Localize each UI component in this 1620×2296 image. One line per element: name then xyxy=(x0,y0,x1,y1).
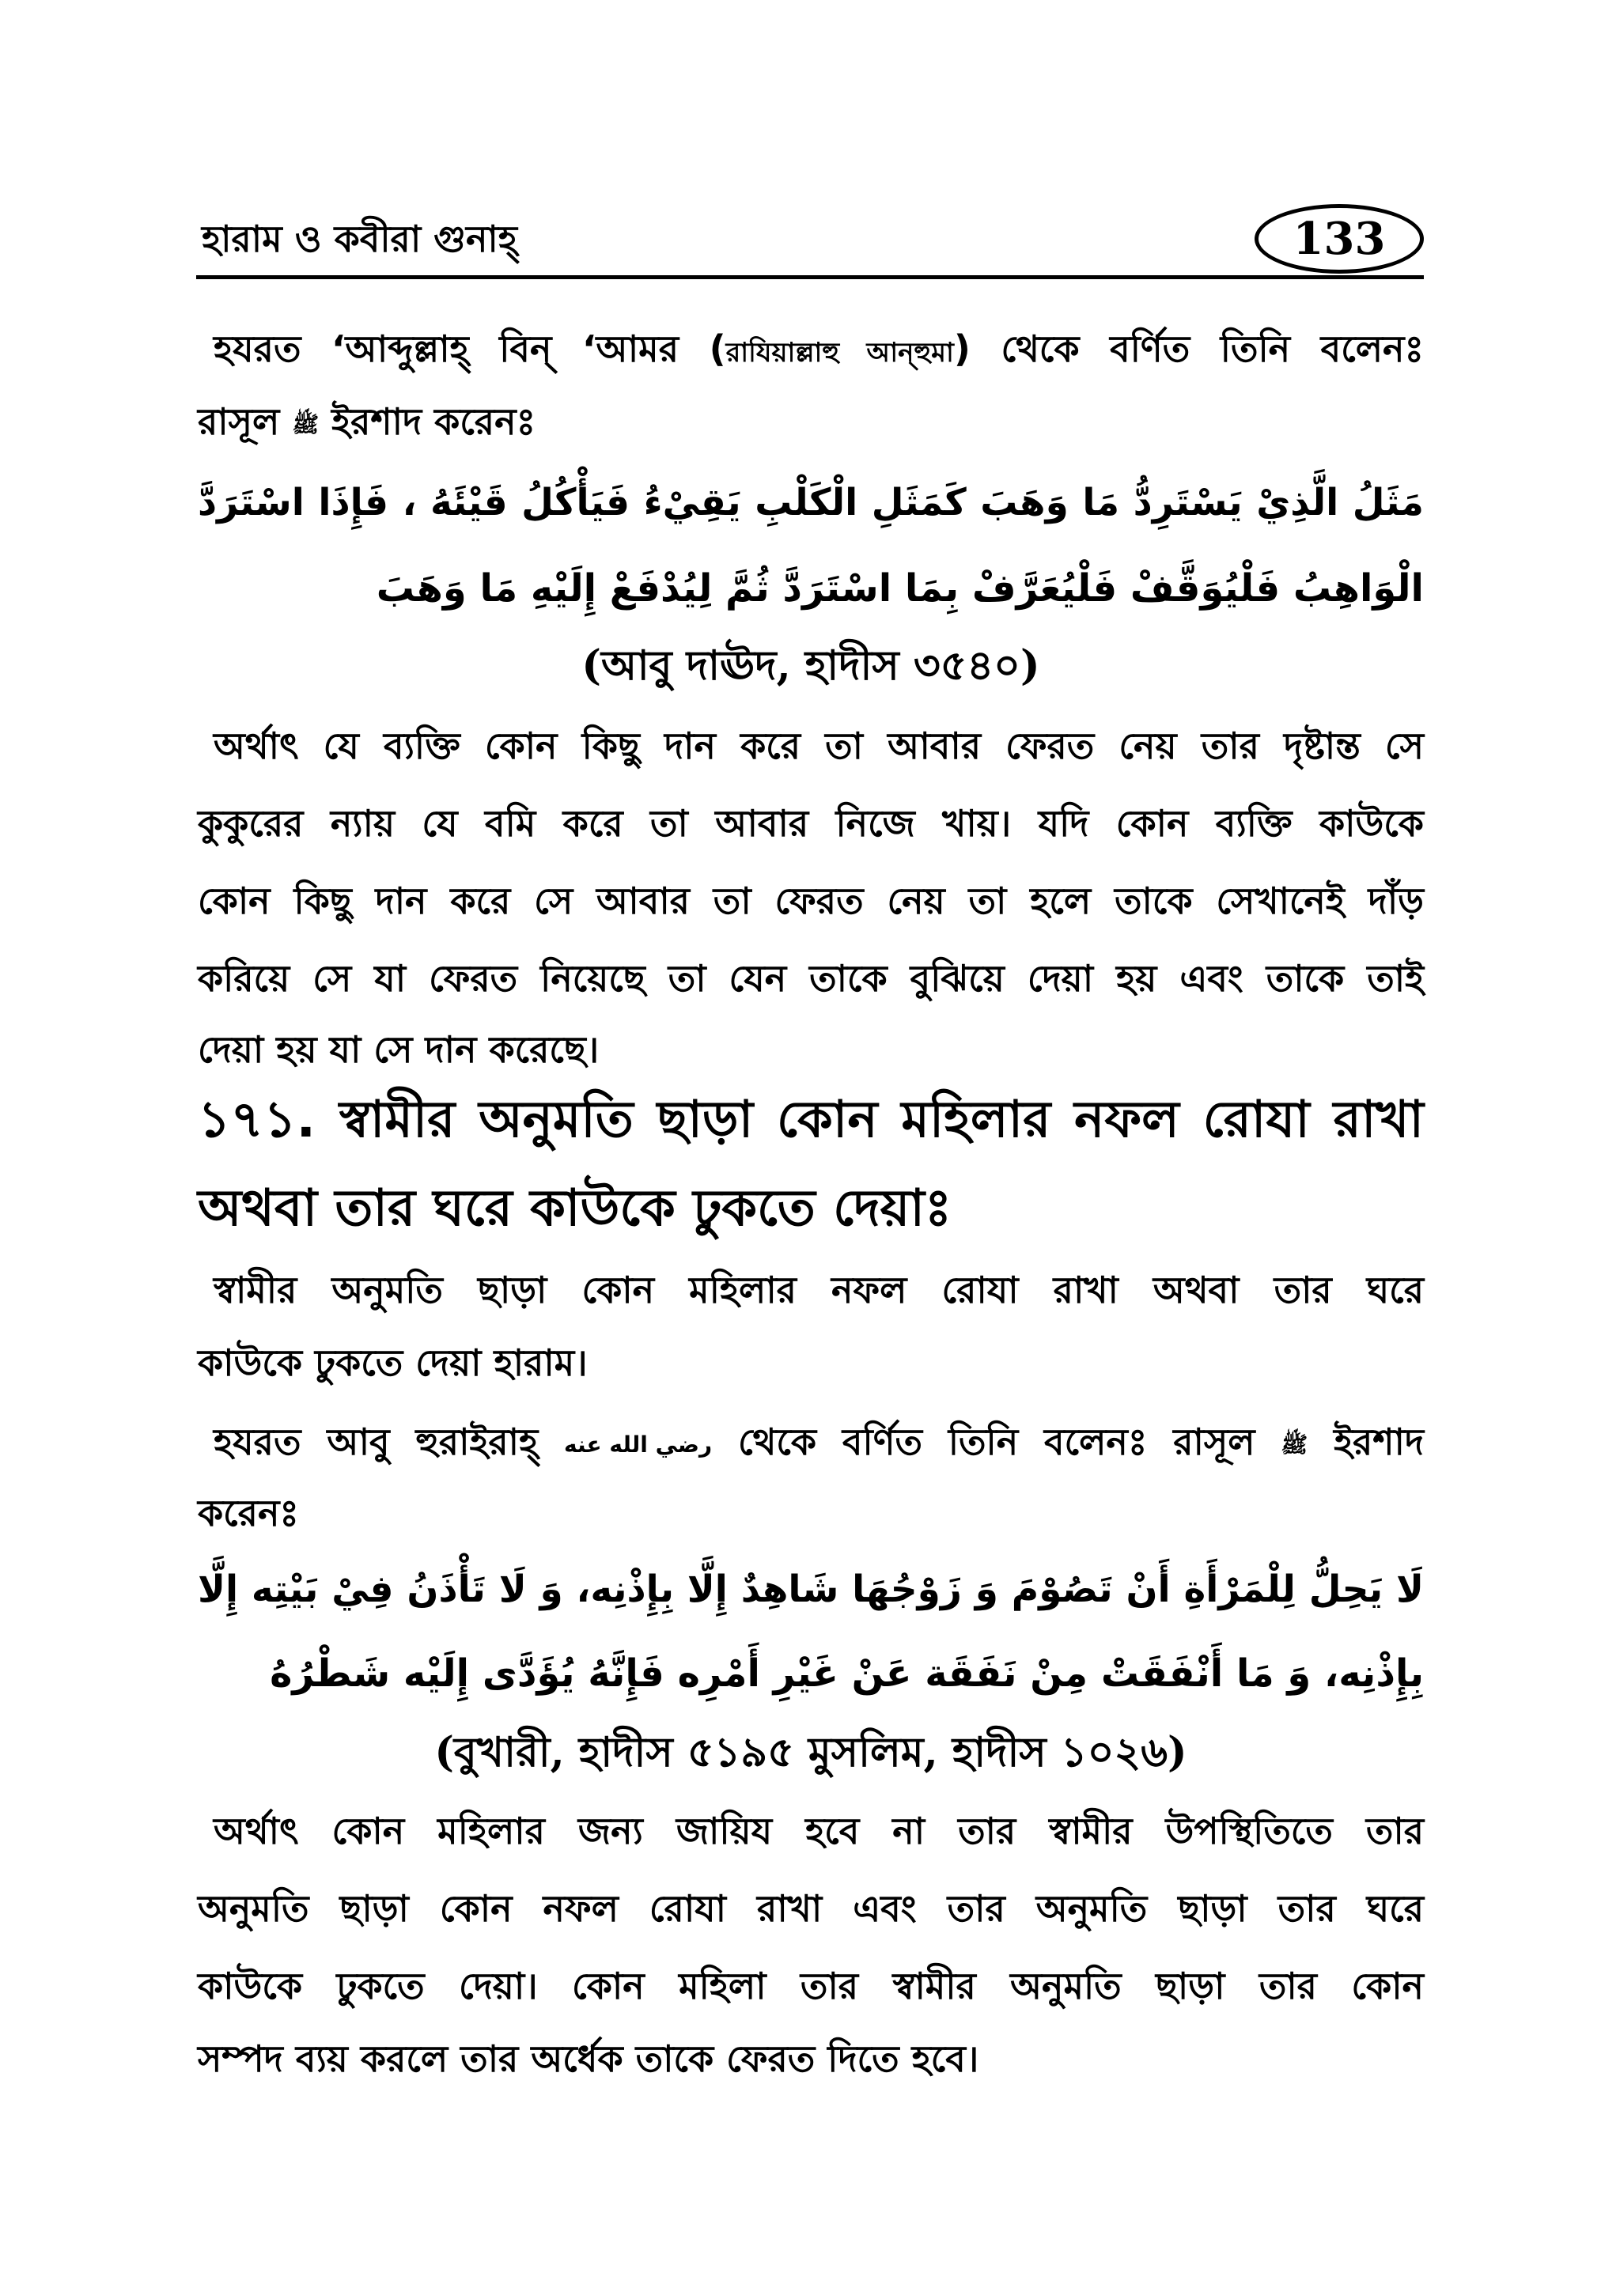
hadith2-reference: (বুখারী, হাদীস ৫১৯৫ মুসলিম, হাদীস ১০২৬) xyxy=(434,1728,1187,1776)
hadith2-intro-line2: করেনঃ xyxy=(198,1492,299,1534)
page-number-badge xyxy=(1255,204,1424,274)
header-divider xyxy=(196,275,1424,279)
hadith1-intro-text-a: হযরত ‘আব্দুল্লাহ্ বিন্ ‘আমর ( xyxy=(214,327,726,370)
hadith1-arabic-line2: الْوَاهِبُ فَلْيُوَقَّفْ فَلْيُعَرَّفْ بِمَا اسْتَرَدَّ ثُمَّ لِيُدْفَعْ إِلَيْهِ مَا وَهَبَ xyxy=(376,566,1424,611)
hadith1-intro-irshad: ইরশাদ করেনঃ xyxy=(331,400,536,443)
hadith1-intro-line2 xyxy=(198,400,536,443)
hadith2-intro-line1 xyxy=(214,1420,1425,1463)
hadith2-intro-text-a: হযরত আবু হুরাইরাহ্ xyxy=(214,1420,539,1463)
hadith2-arabic-line2: بِإِذْنِه، وَ مَا أَنْفَقَتْ مِنْ نَفَقَة عَنْ غَيْرِ أَمْرِه فَإِنَّهُ يُؤَدَّى إِلَيْه شَطْرُهُ xyxy=(270,1651,1424,1696)
page-number: 133 xyxy=(1293,213,1386,265)
salawat-honorific-icon: ﷺ xyxy=(1281,1431,1308,1458)
hadith2-meaning-line3: কাউকে ঢুকতে দেয়া। কোন মহিলা তার স্বামীর অনুমতি ছাড়া তার কোন xyxy=(198,1965,1424,2007)
hadith1-companion-honorific: রাযিয়াল্লাহু আন্হুমা xyxy=(725,337,954,369)
hadith2-meaning-line1: অর্থাৎ কোন মহিলার জন্য জায়িয হবে না তার স্বামীর উপস্থিতিতে তার xyxy=(214,1810,1424,1852)
section-heading-line2: অথবা তার ঘরে কাউকে ঢুকতে দেয়াঃ xyxy=(198,1179,952,1238)
hadith1-intro-rasul: রাসূল xyxy=(198,400,280,443)
section-heading-line1: ১৭১. স্বামীর অনুমতি ছাড়া কোন মহিলার নফল রোযা রাখা xyxy=(198,1091,1424,1149)
hadith2-intro-text-c: ইরশাদ xyxy=(1334,1420,1425,1463)
hadith2-meaning-line2: অনুমতি ছাড়া কোন নফল রোযা রাখা এবং তার অনুমতি ছাড়া তার ঘরে xyxy=(198,1887,1424,1930)
salawat-honorific-icon: ﷺ xyxy=(292,410,320,437)
radiallahu-honorific-icon: رضي الله عنه xyxy=(564,1431,713,1458)
hadith1-intro-line1 xyxy=(214,327,1424,370)
hadith1-meaning-line3: কোন কিছু দান করে সে আবার তা ফেরত নেয় তা হলে তাকে সেখানেই দাঁড় xyxy=(198,879,1424,922)
hadith1-reference: (আবু দাঊদ, হাদীস ৩৫৪০) xyxy=(581,641,1040,690)
running-header-title: হারাম ও কবীরা গুনাহ্ xyxy=(202,217,517,260)
hadith1-meaning-line5: দেয়া হয় যা সে দান করেছে। xyxy=(198,1028,600,1071)
hadith2-meaning-line4: সম্পদ ব্যয় করলে তার অর্ধেক তাকে ফেরত দিতে হবে। xyxy=(198,2037,979,2080)
hadith1-meaning-line2: কুকুরের ন্যায় যে বমি করে তা আবার নিজে খায়। যদি কোন ব্যক্তি কাউকে xyxy=(198,802,1424,845)
hadith1-meaning-line4: করিয়ে সে যা ফেরত নিয়েছে তা যেন তাকে বুঝিয়ে দেয়া হয় এবং তাকে তাই xyxy=(198,957,1424,1000)
hadith2-arabic-line1: لَا يَحِلُّ لِلْمَرْأَةِ أَنْ تَصُوْمَ وَ زَوْجُهَا شَاهِدٌ إِلَّا بِإِذْنِه، وَ لَا تَأْذَنُ فِيْ بَيْتِه إِلَّا xyxy=(198,1568,1424,1611)
section-rule-line2: কাউকে ঢুকতে দেয়া হারাম। xyxy=(198,1341,588,1384)
section-rule-line1: স্বামীর অনুমতি ছাড়া কোন মহিলার নফল রোযা রাখা অথবা তার ঘরে xyxy=(214,1269,1424,1311)
hadith2-intro-text-b: থেকে বর্ণিত তিনি বলেনঃ রাসূল xyxy=(737,1420,1255,1463)
hadith1-intro-text-b: ) থেকে বর্ণিত তিনি বলেনঃ xyxy=(953,327,1424,370)
hadith1-meaning-line1: অর্থাৎ যে ব্যক্তি কোন কিছু দান করে তা আবার ফেরত নেয় তার দৃষ্টান্ত সে xyxy=(214,724,1424,767)
hadith1-arabic-line1: مَثَلُ الَّذِيْ يَسْتَرِدُّ مَا وَهَبَ كَمَثَلِ الْكَلْبِ يَقِيْءُ فَيَأْكُلُ قَيْئَهُ ، فَإِذَا اسْتَرَدَّ xyxy=(198,481,1424,524)
